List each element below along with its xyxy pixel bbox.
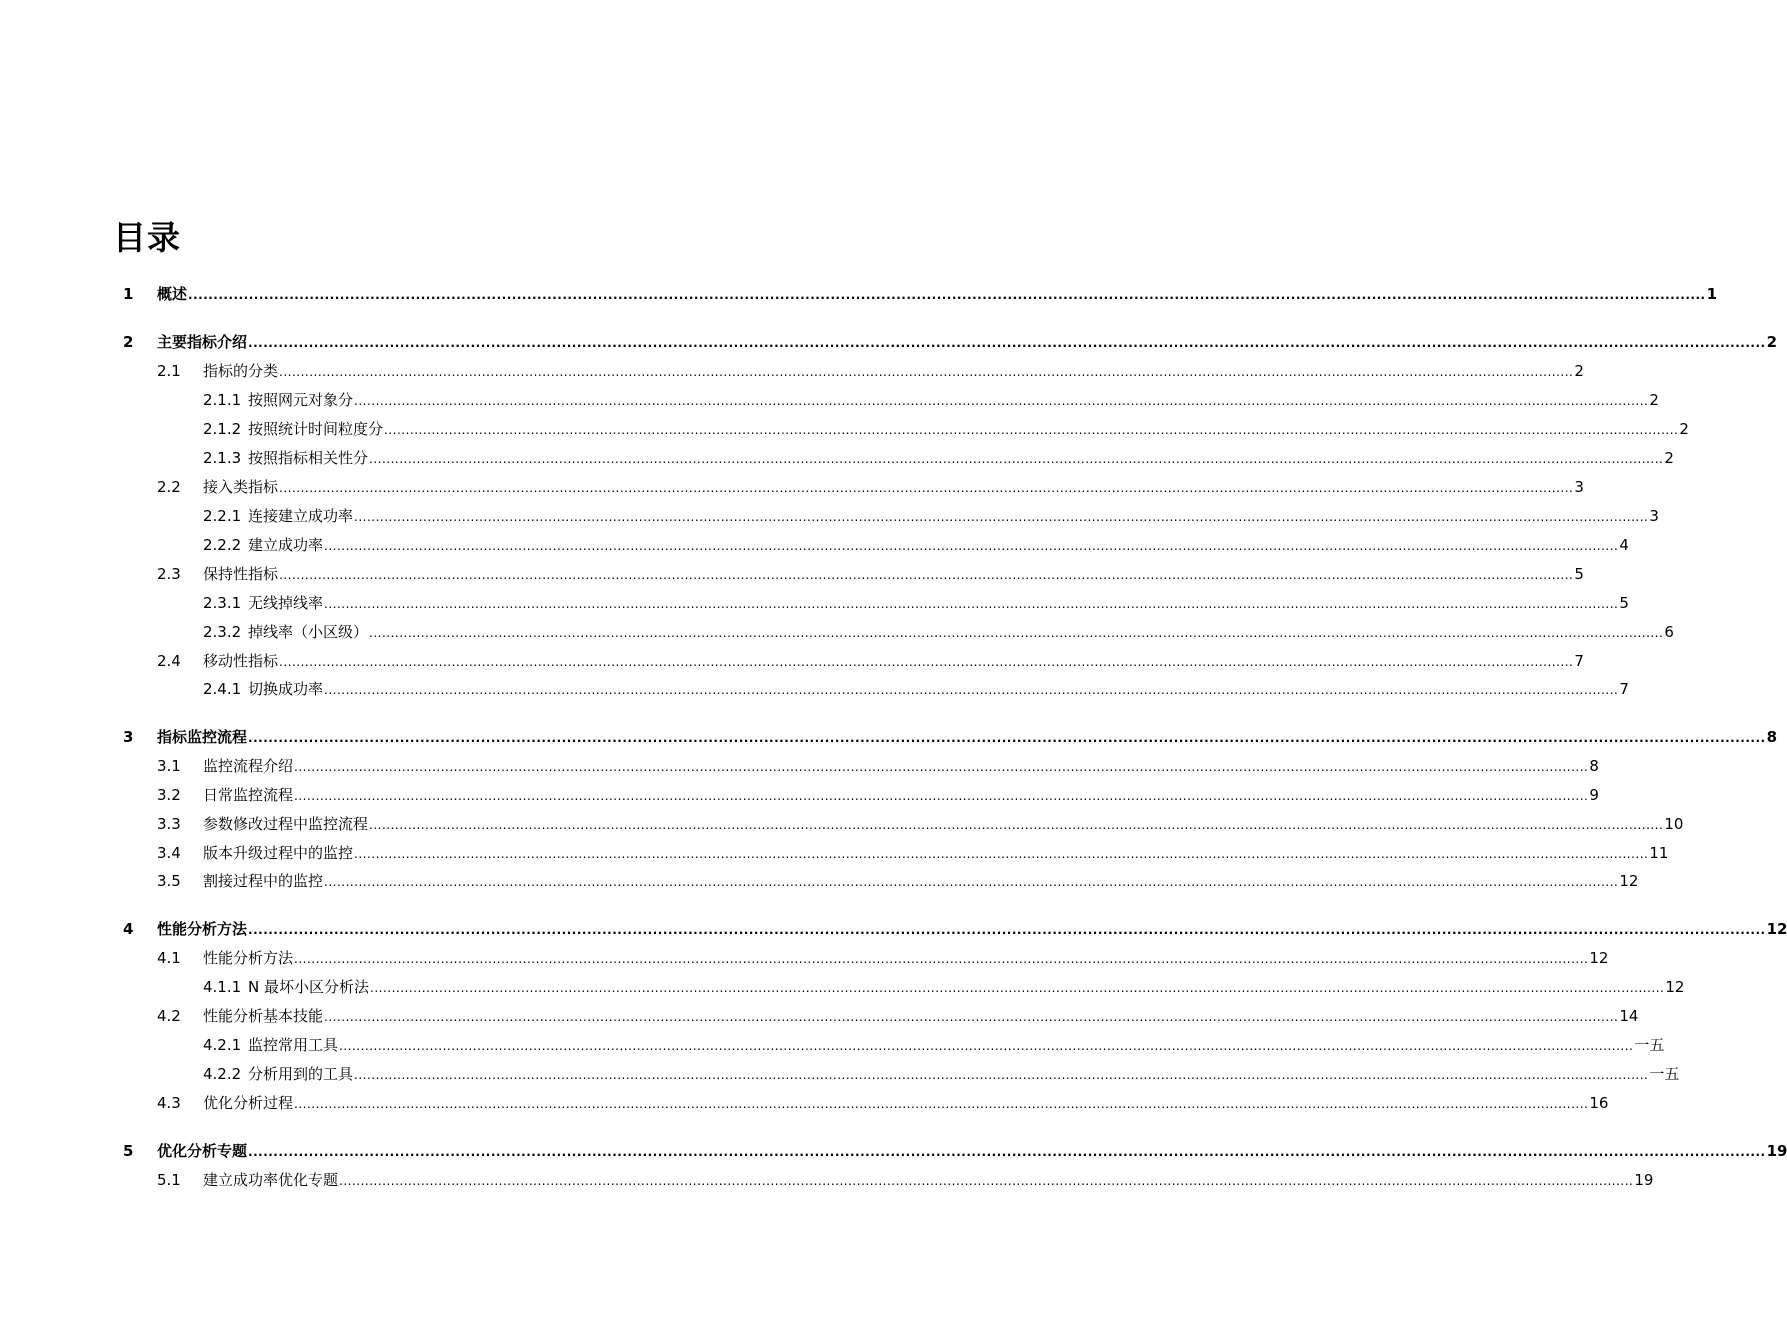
toc-entry[interactable] bbox=[0, 447, 1674, 469]
toc-entry-page-number: 7 bbox=[1619, 680, 1629, 698]
toc-entry-number: 4.1 bbox=[157, 949, 181, 967]
toc-entry-line bbox=[248, 447, 1674, 470]
toc-entry-line bbox=[248, 678, 1629, 701]
toc-dot-leader: ............................................................................................................................................................................................................................................................................................................ bbox=[369, 626, 1664, 640]
toc-dot-leader: ............................................................................................................................................................................................................................................................................................................ bbox=[369, 818, 1664, 832]
toc-entry-page-number: 5 bbox=[1574, 565, 1584, 583]
toc-entry-line bbox=[203, 813, 1684, 836]
toc-entry-line bbox=[248, 1034, 1665, 1057]
toc-entry-number: 2.4.1 bbox=[203, 680, 242, 698]
toc-entry-line bbox=[203, 1005, 1639, 1028]
toc-entry-number: 2.1.3 bbox=[203, 449, 242, 467]
toc-entry-page-number: 2 bbox=[1766, 333, 1778, 351]
toc-entry[interactable] bbox=[0, 842, 1669, 864]
toc-entry-line bbox=[203, 1092, 1609, 1115]
toc-entry[interactable] bbox=[0, 1034, 1665, 1056]
toc-entry-line bbox=[248, 976, 1685, 999]
toc-entry[interactable] bbox=[0, 360, 1584, 382]
toc-entry-page-number: 8 bbox=[1589, 757, 1599, 775]
toc-entry[interactable] bbox=[0, 1063, 1680, 1085]
toc-entry-page-number: 7 bbox=[1574, 652, 1584, 670]
toc-dot-leader: ............................................................................................................................................................................................................................................................................................................ bbox=[339, 1174, 1634, 1188]
toc-entry-line bbox=[248, 389, 1659, 412]
toc-entry-label: 建立成功率 bbox=[248, 536, 324, 554]
toc-entry-number: 2.3 bbox=[157, 565, 181, 583]
toc-entry-line bbox=[248, 1063, 1680, 1086]
toc-entry-label: 接入类指标 bbox=[203, 478, 279, 496]
toc-entry-page-number: 2 bbox=[1649, 391, 1659, 409]
toc-dot-leader: ............................................................................................................................................................................................................................................................................................................ bbox=[188, 288, 1706, 302]
toc-dot-leader: ............................................................................................................................................................................................................................................................................................................ bbox=[354, 847, 1649, 861]
toc-entry-label: 切换成功率 bbox=[248, 680, 324, 698]
toc-entry-line bbox=[157, 1140, 1787, 1163]
toc-title: 目录 bbox=[113, 218, 181, 257]
toc-entry-number: 2.2 bbox=[157, 478, 181, 496]
toc-dot-leader: ............................................................................................................................................................................................................................................................................................................ bbox=[294, 789, 1589, 803]
toc-entry[interactable] bbox=[0, 534, 1629, 556]
toc-dot-leader: ............................................................................................................................................................................................................................................................................................................ bbox=[279, 655, 1574, 669]
toc-dot-leader: ............................................................................................................................................................................................................................................................................................................ bbox=[354, 510, 1649, 524]
toc-entry-label: 分析用到的工具 bbox=[248, 1065, 354, 1083]
toc-entry-label: 建立成功率优化专题 bbox=[203, 1171, 339, 1189]
toc-dot-leader: ............................................................................................................................................................................................................................................................................................................ bbox=[324, 597, 1619, 611]
toc-entry-number: 2.3.2 bbox=[203, 623, 242, 641]
toc-entry[interactable] bbox=[0, 726, 1778, 748]
toc-dot-leader: ............................................................................................................................................................................................................................................................................................................ bbox=[370, 981, 1665, 995]
toc-entry-number: 3.1 bbox=[157, 757, 181, 775]
toc-entry-label: 性能分析基本技能 bbox=[203, 1007, 324, 1025]
toc-entry-label: 优化分析专题 bbox=[157, 1142, 248, 1160]
toc-entry[interactable] bbox=[0, 650, 1584, 672]
toc-dot-leader: ............................................................................................................................................................................................................................................................................................................ bbox=[384, 423, 1679, 437]
toc-entry[interactable] bbox=[0, 418, 1689, 440]
toc-dot-leader: ............................................................................................................................................................................................................................................................................................................ bbox=[294, 952, 1589, 966]
toc-dot-leader: ............................................................................................................................................................................................................................................................................................................ bbox=[324, 1010, 1619, 1024]
toc-entry-label: 割接过程中的监控 bbox=[203, 872, 324, 890]
toc-entry-line bbox=[248, 505, 1659, 528]
toc-dot-leader: ............................................................................................................................................................................................................................................................................................................ bbox=[294, 1097, 1589, 1111]
toc-entry[interactable] bbox=[0, 813, 1684, 835]
toc-entry-line bbox=[248, 534, 1629, 557]
toc-entry-label: 保持性指标 bbox=[203, 565, 279, 583]
toc-entry-number: 5 bbox=[123, 1142, 134, 1160]
toc-entry[interactable] bbox=[0, 1169, 1654, 1191]
toc-entry[interactable] bbox=[0, 1092, 1609, 1114]
toc-entry[interactable] bbox=[0, 678, 1629, 700]
toc-dot-leader: ............................................................................................................................................................................................................................................................................................................ bbox=[248, 336, 1766, 350]
toc-entry-number: 2.1 bbox=[157, 362, 181, 380]
toc-entry-label: 移动性指标 bbox=[203, 652, 279, 670]
toc-entry-page-number: 4 bbox=[1619, 536, 1629, 554]
toc-entry-page-number: 1 bbox=[1706, 285, 1718, 303]
toc-entry[interactable] bbox=[0, 755, 1599, 777]
toc-entry-label: N 最坏小区分析法 bbox=[248, 978, 369, 996]
toc-entry-line bbox=[203, 360, 1584, 383]
toc-entry-line bbox=[248, 592, 1629, 615]
toc-entry-page-number: 6 bbox=[1664, 623, 1674, 641]
toc-entry-number: 4 bbox=[123, 920, 134, 938]
toc-entry-number: 2.2.2 bbox=[203, 536, 242, 554]
toc-entry[interactable] bbox=[0, 947, 1609, 969]
toc-entry[interactable] bbox=[0, 870, 1639, 892]
toc-entry-label: 性能分析方法 bbox=[157, 920, 248, 938]
toc-entry-line bbox=[157, 331, 1778, 354]
toc-entry-line bbox=[203, 476, 1584, 499]
toc-entry-line bbox=[203, 1169, 1654, 1192]
toc-entry-label: 无线掉线率 bbox=[248, 594, 324, 612]
toc-entry-label: 概述 bbox=[157, 285, 188, 303]
toc-entry[interactable] bbox=[0, 918, 1787, 940]
toc-entry-line bbox=[157, 726, 1778, 749]
toc-dot-leader: ............................................................................................................................................................................................................................................................................................................ bbox=[279, 365, 1574, 379]
toc-entry-label: 指标的分类 bbox=[203, 362, 279, 380]
toc-entry-line bbox=[157, 918, 1787, 941]
toc-entry-number: 4.2.1 bbox=[203, 1036, 242, 1054]
toc-dot-leader: ............................................................................................................................................................................................................................................................................................................ bbox=[324, 539, 1619, 553]
toc-entry[interactable] bbox=[0, 476, 1584, 498]
toc-entry-label: 按照指标相关性分 bbox=[248, 449, 369, 467]
toc-entry-number: 2.3.1 bbox=[203, 594, 242, 612]
toc-entry[interactable] bbox=[0, 505, 1659, 527]
toc-dot-leader: ............................................................................................................................................................................................................................................................................................................ bbox=[248, 1145, 1766, 1159]
toc-entry-page-number: 19 bbox=[1766, 1142, 1787, 1160]
toc-entry-number: 2.1.2 bbox=[203, 420, 242, 438]
toc-entry[interactable] bbox=[0, 331, 1778, 353]
toc-entry-label: 日常监控流程 bbox=[203, 786, 294, 804]
toc-entry-number: 4.1.1 bbox=[203, 978, 242, 996]
toc-dot-leader: ............................................................................................................................................................................................................................................................................................................ bbox=[248, 923, 1766, 937]
toc-entry-page-number: 12 bbox=[1766, 920, 1787, 938]
toc-dot-leader: ............................................................................................................................................................................................................................................................................................................ bbox=[248, 731, 1766, 745]
toc-entry-label: 参数修改过程中监控流程 bbox=[203, 815, 369, 833]
toc-entry-page-number: 2 bbox=[1679, 420, 1689, 438]
toc-entry-page-number: 3 bbox=[1649, 507, 1659, 525]
toc-entry-page-number: 16 bbox=[1589, 1094, 1609, 1112]
toc-dot-leader: ............................................................................................................................................................................................................................................................................................................ bbox=[294, 760, 1589, 774]
toc-entry-line bbox=[203, 947, 1609, 970]
toc-entry-number: 3.5 bbox=[157, 872, 181, 890]
toc-entry-page-number: 2 bbox=[1664, 449, 1674, 467]
toc-entry-number: 4.2 bbox=[157, 1007, 181, 1025]
toc-entry-label: 性能分析方法 bbox=[203, 949, 294, 967]
toc-entry-page-number: 一五 bbox=[1649, 1065, 1680, 1083]
toc-entry-page-number: 一五 bbox=[1634, 1036, 1665, 1054]
toc-entry-number: 2 bbox=[123, 333, 134, 351]
toc-entry-label: 掉线率（小区级） bbox=[248, 623, 369, 641]
toc-entry[interactable] bbox=[0, 389, 1659, 411]
toc-entry-number: 3.3 bbox=[157, 815, 181, 833]
toc-entry[interactable] bbox=[0, 1140, 1787, 1162]
toc-dot-leader: ............................................................................................................................................................................................................................................................................................................ bbox=[279, 481, 1574, 495]
toc-entry-number: 5.1 bbox=[157, 1171, 181, 1189]
toc-entry-number: 1 bbox=[123, 285, 134, 303]
toc-dot-leader: ............................................................................................................................................................................................................................................................................................................ bbox=[324, 875, 1619, 889]
toc-entry-label: 按照网元对象分 bbox=[248, 391, 354, 409]
toc-entry-number: 3.2 bbox=[157, 786, 181, 804]
toc-entry-page-number: 10 bbox=[1664, 815, 1684, 833]
toc-entry-page-number: 11 bbox=[1649, 844, 1669, 862]
toc-entry-line bbox=[157, 283, 1718, 306]
toc-entry-line bbox=[203, 650, 1584, 673]
toc-entry-label: 连接建立成功率 bbox=[248, 507, 354, 525]
toc-entry-line bbox=[203, 870, 1639, 893]
toc-entry-line bbox=[203, 784, 1599, 807]
toc-entry-line bbox=[248, 621, 1674, 644]
toc-entry-line bbox=[203, 755, 1599, 778]
toc-entry-number: 4.3 bbox=[157, 1094, 181, 1112]
toc-entry-line bbox=[203, 842, 1669, 865]
toc-entry-number: 2.2.1 bbox=[203, 507, 242, 525]
toc-entry-page-number: 19 bbox=[1634, 1171, 1654, 1189]
toc-entry-label: 按照统计时间粒度分 bbox=[248, 420, 384, 438]
toc-entry-label: 优化分析过程 bbox=[203, 1094, 294, 1112]
toc-entry-page-number: 12 bbox=[1619, 872, 1639, 890]
toc-dot-leader: ............................................................................................................................................................................................................................................................................................................ bbox=[339, 1039, 1634, 1053]
toc-dot-leader: ............................................................................................................................................................................................................................................................................................................ bbox=[354, 1068, 1649, 1082]
toc-entry-page-number: 5 bbox=[1619, 594, 1629, 612]
toc-entry-number: 4.2.2 bbox=[203, 1065, 242, 1083]
toc-entry-label: 监控流程介绍 bbox=[203, 757, 294, 775]
toc-entry-page-number: 9 bbox=[1589, 786, 1599, 804]
toc-entry-line bbox=[248, 418, 1689, 441]
toc-entry-page-number: 2 bbox=[1574, 362, 1584, 380]
toc-entry-label: 主要指标介绍 bbox=[157, 333, 248, 351]
toc-entry-label: 指标监控流程 bbox=[157, 728, 248, 746]
toc-entry-number: 3 bbox=[123, 728, 134, 746]
toc-entry-page-number: 12 bbox=[1665, 978, 1685, 996]
toc-entry-page-number: 8 bbox=[1766, 728, 1778, 746]
toc-dot-leader: ............................................................................................................................................................................................................................................................................................................ bbox=[354, 394, 1649, 408]
toc-entry-number: 3.4 bbox=[157, 844, 181, 862]
toc-entry-label: 监控常用工具 bbox=[248, 1036, 339, 1054]
toc-entry-page-number: 12 bbox=[1589, 949, 1609, 967]
toc-entry[interactable] bbox=[0, 563, 1584, 585]
toc-entry[interactable] bbox=[0, 784, 1599, 806]
toc-entry-page-number: 14 bbox=[1619, 1007, 1639, 1025]
toc-dot-leader: ............................................................................................................................................................................................................................................................................................................ bbox=[279, 568, 1574, 582]
toc-entry[interactable] bbox=[0, 976, 1685, 998]
toc-entry-number: 2.4 bbox=[157, 652, 181, 670]
toc-entry[interactable] bbox=[0, 283, 1718, 305]
toc-entry[interactable] bbox=[0, 592, 1629, 614]
toc-entry-number: 2.1.1 bbox=[203, 391, 242, 409]
toc-entry[interactable] bbox=[0, 621, 1674, 643]
toc-dot-leader: ............................................................................................................................................................................................................................................................................................................ bbox=[369, 452, 1664, 466]
toc-entry[interactable] bbox=[0, 1005, 1639, 1027]
toc-entry-line bbox=[203, 563, 1584, 586]
toc-dot-leader: ............................................................................................................................................................................................................................................................................................................ bbox=[324, 683, 1619, 697]
toc-entry-label: 版本升级过程中的监控 bbox=[203, 844, 354, 862]
toc-entry-page-number: 3 bbox=[1574, 478, 1584, 496]
